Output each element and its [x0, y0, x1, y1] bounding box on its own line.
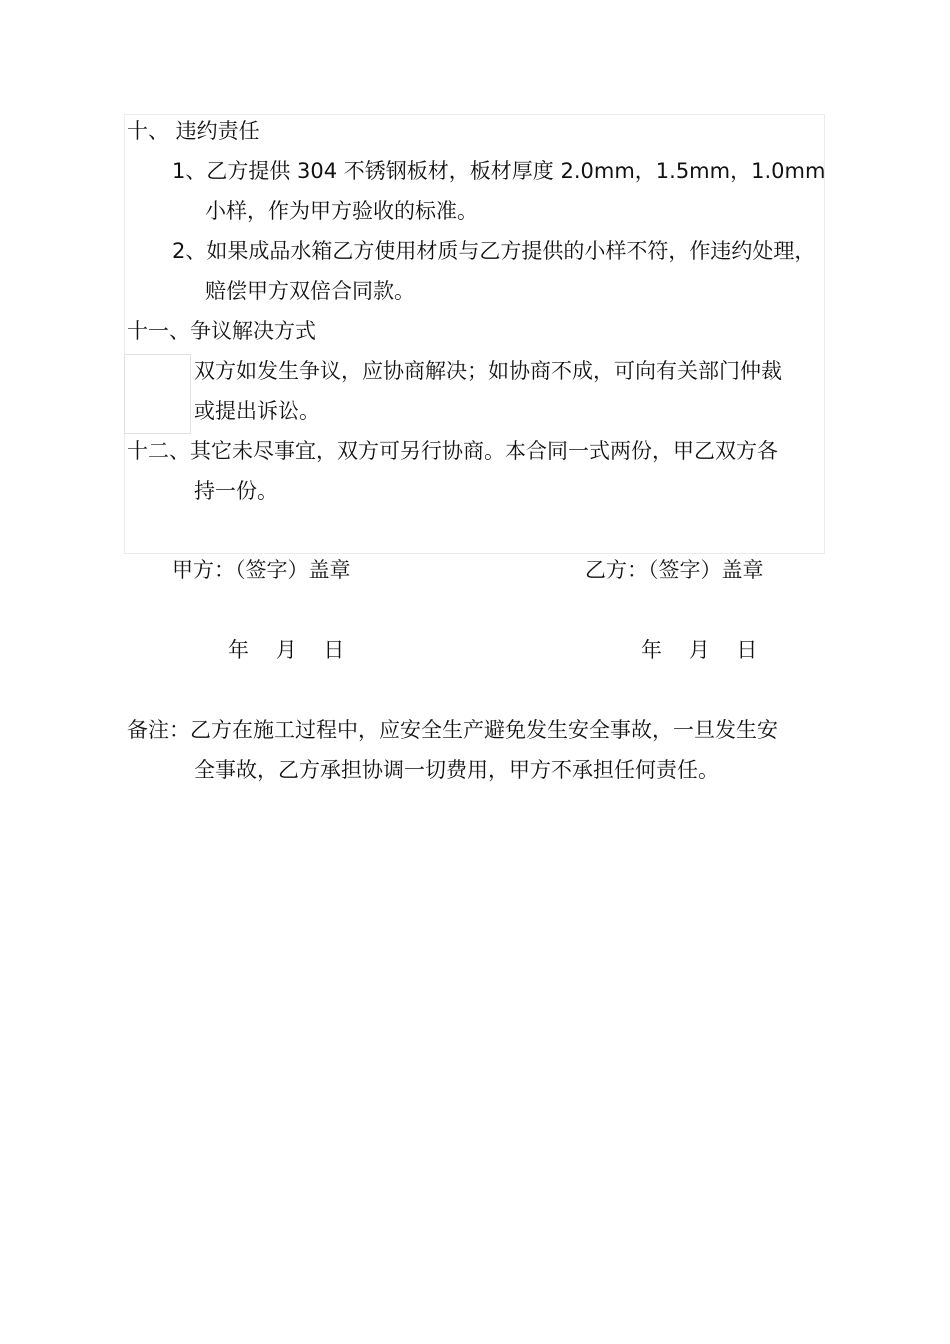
note-line-1: 备注：乙方在施工过程中，应安全生产避免发生安全事故，一旦发生安 — [127, 718, 778, 742]
section-12-line-1: 十二、其它未尽事宜，双方可另行协商。本合同一式两份，甲乙双方各 — [127, 439, 778, 463]
section-10-item-2-line-2: 赔偿甲方双倍合同款。 — [205, 279, 415, 303]
section-10-item-1-line-1: 1、乙方提供 304 不锈钢板材，板材厚度 2.0mm，1.5mm，1.0mm — [172, 159, 826, 183]
party-a-date: 年 月 日 — [228, 638, 345, 662]
section-12-line-2: 持一份。 — [194, 479, 278, 503]
party-b-signature-label: 乙方：（签字）盖章 — [585, 558, 764, 582]
section-10-heading: 十、 违约责任 — [127, 119, 260, 143]
table-cell-border — [124, 354, 191, 434]
party-a-signature-label: 甲方：（签字）盖章 — [172, 558, 351, 582]
note-line-2: 全事故，乙方承担协调一切费用，甲方不承担任何责任。 — [194, 758, 719, 782]
party-b-date: 年 月 日 — [641, 638, 758, 662]
section-11-heading: 十一、争议解决方式 — [127, 319, 316, 343]
section-10-item-1-line-2: 小样，作为甲方验收的标准。 — [205, 199, 478, 223]
section-11-body-line-2: 或提出诉讼。 — [194, 399, 320, 423]
section-10-item-2-line-1: 2、如果成品水箱乙方使用材质与乙方提供的小样不符，作违约处理， — [172, 239, 816, 263]
section-11-body-line-1: 双方如发生争议，应协商解决；如协商不成，可向有关部门仲裁 — [194, 359, 782, 383]
